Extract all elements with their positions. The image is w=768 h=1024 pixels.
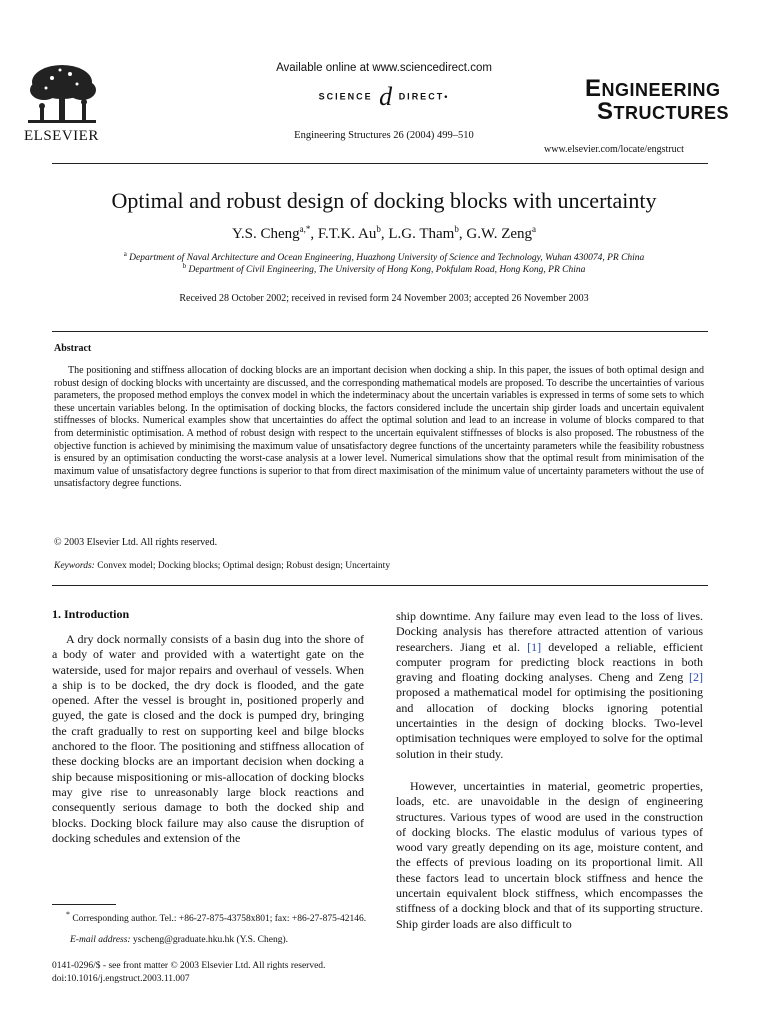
affiliation-a [0,249,768,263]
author-sup[interactable]: a [532,224,537,234]
journal-logo-cap-1: E [585,75,602,102]
sciencedirect-left: SCIENCE [318,91,373,102]
author-sup[interactable]: a,* [299,224,311,234]
affiliation-b-mark: b [182,261,187,270]
keywords-label: Keywords: [54,561,95,571]
footnote-mark: * [66,910,70,919]
email-label: E-mail address: [70,935,131,945]
publisher-name: ELSEVIER [24,128,99,144]
article-title: Optimal and robust design of docking blocks with uncertainty [111,188,657,213]
corresponding-author-footnote [52,909,368,925]
affiliation-b [0,261,768,275]
keywords-list: Convex model; Docking blocks; Optimal design; Robust design; Uncertainty [97,561,391,571]
intro-right-paragraph-1 [396,609,703,762]
available-online-text: Available online at www.sciencedirect.com [276,62,492,74]
author-separator: , [458,226,467,242]
intro-text: developed a reliable, efficient computer program for predicting block reactions in both graving and floating docking analyses. Cheng and Zeng [396,639,704,685]
author-sup[interactable]: b [454,224,459,234]
keywords [54,561,390,571]
intro-left-paragraph: A dry dock normally consists of a basin dug into the shore of a body of water and provided with a watertight gate on the waterside, used for major repairs and overhaul of vessels. When a ship is to be docked, the dry dock is flooded, and the gate opened. After the vessel is brought in, positioned properly and guyed, the gate is closed and the dock is pumped dry, bringing the craft gradually to rest on supporting keel and bilge blocks anchored to the floor. The positioning and stiffness allocation of these docking blocks are an important decision when docking a ship because mispositioning or mis-allocation of docking blocks may give rise to unreasonably large block reactions and consequently serious damage to both the docked ship and blocks. Docking block failure may also cause the disruption of docking schedules and extension of the [52,632,364,845]
intro-text: ship downtime. Any failure may even lead to the loss of lives. Docking analysis has therefore attracted attention of various researchers. Jiang et al. [396,609,703,654]
sciencedirect-at-icon: d [379,82,393,111]
intro-right-paragraph-2: However, uncertainties in material, geometric properties, loads, etc. are unavoidable in the design of engineering structures. Various types of wood are used in the construction of docking blocks. The elastic modulus of various types of wood vary greatly depending on its age, moisture content, and the effects of previous loading on its proportional limit. All these factors lead to uncertain block stiffness and hence the uncertain equivalent block stiffness, which encompasses the stiffness of a docking block and that of its supporting structure. Ship girder loads are also difficult to [396,779,703,931]
footnote-divider [52,904,116,905]
author-name: G.W. Zeng [466,226,533,242]
author-list [0,226,768,243]
journal-logo [585,75,730,125]
journal-url-link[interactable]: www.elsevier.com/locate/engstruct [544,144,684,155]
intro-text: proposed a mathematical model for optimising the positioning and allocation of docking blocks ignoring potential uncertainties in the design of docking blocks. Two-level optimisation techniques were employed to solve for the optimal solution in their study. [396,685,703,761]
abstract-heading: Abstract [54,343,92,354]
author-separator: , [380,226,389,242]
affiliation-b-text: Department of Civil Engineering, The University of Hong Kong, Pokfulam Road, Hong Kong, PR China [188,265,586,275]
section-heading: 1. Introduction [52,607,130,621]
author-name: Y.S. Cheng [231,226,300,242]
author-name: F.T.K. Au [317,226,377,242]
journal-citation: Engineering Structures 26 (2004) 499–510 [294,130,474,141]
author-name: L.G. Tham [388,226,455,242]
footnote-text: Corresponding author. Tel.: +86-27-875-43758x801; fax: +86-27-875-42146. [72,914,367,925]
email-link[interactable]: yscheng@graduate.hku.hk (Y.S. Cheng). [132,935,288,945]
author-separator: , [310,226,318,242]
header-divider [52,163,708,164]
issn-line: 0141-0296/$ - see front matter © 2003 Elsevier Ltd. All rights reserved. [52,961,326,971]
abstract-body: The positioning and stiffness allocation of docking blocks are an important decision when docking a ship. In this paper, the issues of both optimal design and robust design of docking blocks with uncertainty are discussed, and the corresponding mathematical models are proposed. To describe the uncertainties of various parameters, the proposed method employs the convex model in which the indeterminacy about the uncertain variables is expressed in terms of some sets to which these uncertain variables belong. In the optimisation of docking blocks, the factors considered include the uncertain ship girder loads and uncertain equivalent stiffnesses of blocks. Numerical examples show that uncertainties do affect the optimal solution and lead to an increase in volume of blocks compared to that from deterministic optimisation. A method of robust design with respect to the uncertain equivalent stiffnesses of blocks is also proposed. The robustness of the objective function is achieved by minimising the maximum value of unsatisfactory degree functions of the uncertainty parameters while the feasibility robustness is ensured by an optimisation conducting the worst-case analysis at a lower level. Numerical simulations show that the optimal result from minimisation of the maximum value of unsatisfactory degree functions is superior to that from direct maximisation of the minimum value of uncertainty parameters without the use of unsatisfactory degree functions. [54,365,704,490]
doi-line[interactable]: doi:10.1016/j.engstruct.2003.11.007 [52,974,190,984]
journal-logo-word-1: NGINEERING [601,80,721,100]
sciencedirect-mark: • [444,91,450,102]
affiliation-a-text: Department of Naval Architecture and Ocean Engineering, Huazhong University of Science and Technology, Wuhan 430074, PR China [129,253,645,263]
author-sup[interactable]: b [376,224,381,234]
article-dates: Received 28 October 2002; received in revised form 24 November 2003; accepted 26 November 2003 [179,293,589,304]
abstract-top-divider [52,331,708,332]
email-footnote [52,934,386,946]
abstract-copyright: © 2003 Elsevier Ltd. All rights reserved. [54,537,218,548]
abstract-bottom-divider [52,585,708,586]
sciencedirect-right: DIRECT [398,91,445,102]
reference-link[interactable]: [1] [527,639,542,654]
reference-link[interactable]: [2] [689,670,703,685]
affiliation-a-mark: a [123,249,127,258]
journal-logo-cap-2: S [597,97,614,125]
journal-logo-word-2: TRUCTURES [613,102,730,123]
